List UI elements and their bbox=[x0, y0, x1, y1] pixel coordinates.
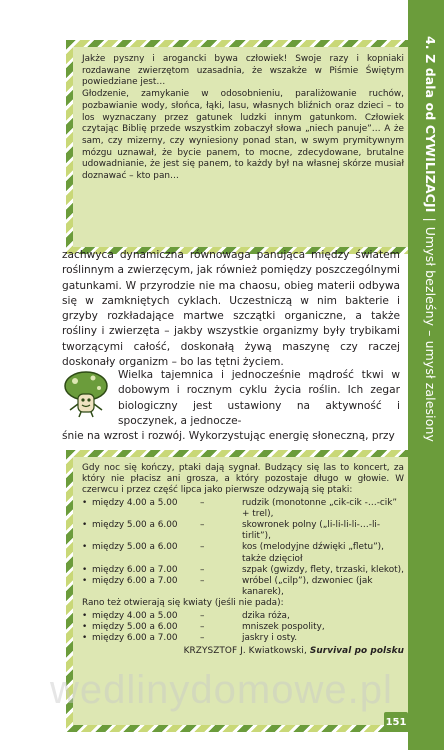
paragraph-2-rest: śnie na wzrost i rozwój. Wykorzystując energię słoneczną, przy bbox=[62, 430, 395, 443]
bullet: • bbox=[82, 542, 88, 553]
dash: – bbox=[200, 576, 205, 587]
paragraph-1: zachwyca dynamiczna równowaga panująca między światem roślinnym a zwierzęcym, jak również pomiędzy poszczególnymi gatunkami. W przyrodzie nie ma chaosu, obieg materii odbywa się w zamkniętych cyklach. Uczestniczą w nim bakterie i grzyby rozkładające martwe szczątki organiczne, a także rośliny i zwierzęta – jakby wszystkie organizmy były trybikami tworzącymi całość, doskonałą żywą maszynę czy raczej doskonały organizm – bo las tętni życiem. bbox=[62, 249, 400, 369]
bullet: • bbox=[82, 497, 88, 508]
time-range: między 4.00 a 5.00 bbox=[92, 497, 178, 508]
dash: – bbox=[200, 621, 205, 632]
bullet: • bbox=[82, 633, 88, 644]
flower-name: mniszek pospolity, bbox=[242, 621, 325, 632]
table-row bbox=[82, 622, 404, 633]
dash: – bbox=[200, 610, 205, 621]
bird-schedule-table bbox=[82, 498, 404, 599]
time-range: między 4.00 a 5.00 bbox=[92, 610, 178, 621]
quote-box bbox=[73, 47, 413, 247]
quote-frame bbox=[66, 40, 420, 254]
time-range: między 6.00 a 7.00 bbox=[92, 633, 178, 644]
book-title: Survival po polsku bbox=[309, 646, 404, 657]
signature bbox=[82, 646, 404, 657]
bullet: • bbox=[82, 576, 88, 587]
bird-name: kos (melodyjne dźwięki „fletu”), także dzięcioł bbox=[242, 542, 384, 564]
dash: – bbox=[200, 520, 205, 531]
paragraph-2-first: Wielka tajemnica i jednocześnie mądrość tkwi w dobowym i rocznym cyklu życia roślin. Ich zegar biologiczny jest ustawiony na aktywność i spoczynek, a jednocze- bbox=[118, 369, 400, 427]
author-name: KRZYSZTOF J. Kwiatkowski, bbox=[183, 646, 307, 657]
flower-name: dzika róża, bbox=[242, 610, 290, 621]
chapter-title: 4. Z dala od CYWILIZACJI bbox=[423, 36, 438, 213]
flower-intro: Rano też otwierają się kwiaty (jeśli nie pada): bbox=[82, 598, 284, 609]
body-paragraph bbox=[62, 248, 400, 370]
flower-schedule-table bbox=[82, 611, 404, 645]
time-range: między 6.00 a 7.00 bbox=[92, 564, 178, 575]
paragraph-2 bbox=[62, 368, 400, 444]
chapter-subtitle: Umysł bezleśny – umysł zalesiony bbox=[423, 226, 438, 442]
bullet: • bbox=[82, 520, 88, 531]
chapter-side-text bbox=[423, 36, 438, 442]
bullet: • bbox=[82, 564, 88, 575]
table-row bbox=[82, 542, 404, 564]
bullet: • bbox=[82, 610, 88, 621]
time-range: między 5.00 a 6.00 bbox=[92, 542, 178, 553]
dash: – bbox=[200, 497, 205, 508]
time-range: między 6.00 a 7.00 bbox=[92, 576, 178, 587]
watermark: wedlinydomowe.pl bbox=[50, 668, 393, 712]
chapter-side-band bbox=[408, 0, 444, 750]
table-row bbox=[82, 576, 404, 598]
time-range: między 5.00 a 6.00 bbox=[92, 621, 178, 632]
quote-line-2: Głodzenie, zamykanie w odosobnieniu, paraliżowanie ruchów, pozbawianie wody, słońca, łąki, lasu, własnych bliźnich oraz dzieci – to los wyznaczany przez gatunek ludzki innym gatunkom. Człowiek czytając Biblię przede wszystkim zobaczył słowa „niech panuje”… A że sam, czy mizerny, czy wyniesiony ponad stan, w swym prymitywnym mózgu uznawał, że bycie panem, to mocne, zdecydowane, brutalne udowadnianie, że jest się panem, to każdy był na własnej skórze musiał doznawać – kto pan… bbox=[82, 89, 404, 182]
table-row bbox=[82, 498, 404, 520]
bullet: • bbox=[82, 621, 88, 632]
time-range: między 5.00 a 6.00 bbox=[92, 520, 178, 531]
chapter-side-label bbox=[412, 36, 442, 442]
dash: – bbox=[200, 564, 205, 575]
bird-name: wróbel („cilp”), dzwoniec (jak kanarek), bbox=[242, 576, 373, 598]
dash: – bbox=[200, 542, 205, 553]
quote-line-1: Jakże pyszny i arogancki bywa człowiek! Swoje razy i kopniaki rozdawane zwierzętom uzasadnia, że wszakże w Piśmie Świętym powiedziane jest… bbox=[82, 54, 404, 88]
page-number: 151 bbox=[384, 712, 408, 732]
dash: – bbox=[200, 633, 205, 644]
bird-name: rudzik (monotonne „cik-cik -…-cik” + trel), bbox=[242, 497, 397, 519]
bird-name: szpak (gwizdy, flety, trzaski, klekot), bbox=[242, 564, 404, 575]
bird-name: skowronek polny („li-li-li-li-…-li-tirlit”), bbox=[242, 520, 381, 542]
table-row bbox=[82, 633, 404, 644]
info-intro: Gdy noc się kończy, ptaki dają sygnał. Budzący się las to koncert, za który nie płacisz ani grosza, a który pozostaje długo w głowie. W czerwcu i przez część lipca jako pierwsze odzywają się ptaki: bbox=[82, 463, 404, 496]
table-row bbox=[82, 611, 404, 622]
table-row bbox=[82, 565, 404, 576]
table-row bbox=[82, 520, 404, 542]
chapter-separator: | bbox=[423, 217, 438, 222]
flower-name: jaskry i osty. bbox=[242, 633, 298, 644]
